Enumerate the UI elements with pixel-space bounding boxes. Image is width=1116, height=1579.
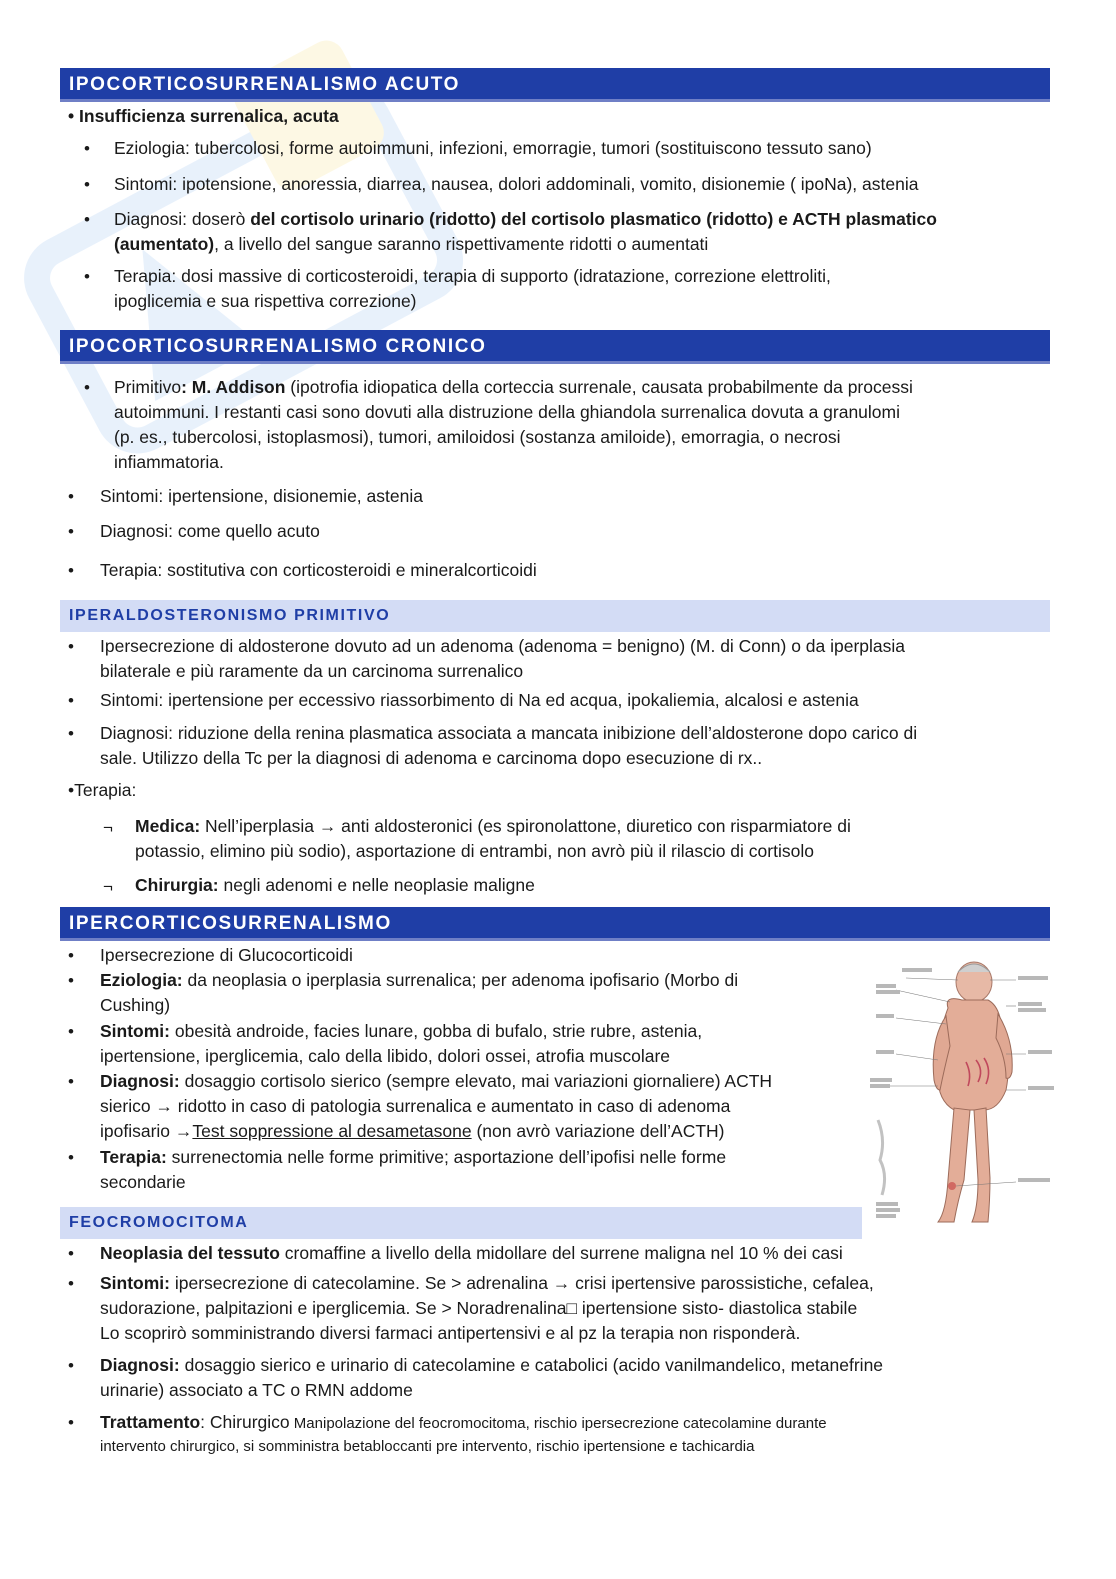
bullet: • xyxy=(68,1022,74,1041)
bullet: • xyxy=(84,210,90,229)
medica-line1 xyxy=(135,814,851,839)
cronico-sintomi: Sintomi: ipertensione, disionemie, astenia xyxy=(100,486,423,506)
section-header-ipercorticosurrenalismo: IPERCORTICOSURRENALISMO xyxy=(60,907,1050,941)
bullet: • xyxy=(68,971,74,990)
feo-sintomi-2: sudorazione, palpitazioni e iperglicemia. Se > Noradrenalina□ ipertensione sisto- diastolica stabile xyxy=(100,1298,858,1318)
bullet: • xyxy=(68,1148,74,1167)
iperc-line1: Ipersecrezione di Glucocorticoidi xyxy=(100,945,353,965)
terapia-line2: ipoglicemia e sua rispettiva correzione) xyxy=(114,291,417,311)
chirurgia-line xyxy=(135,873,535,898)
iperc-sintomi-2: ipertensione, iperglicemia, calo della libido, dolori ossei, atrofia muscolare xyxy=(100,1046,671,1066)
feo-sintomi-1 xyxy=(100,1271,874,1296)
bullet: • xyxy=(84,139,90,158)
iperc-sintomi-1 xyxy=(100,1019,702,1044)
section-header-feocromocitoma: FEOCROMOCITOMA xyxy=(60,1207,862,1239)
diagnosi-suffix: , a livello del sangue saranno rispettivamente ridotti o aumentati xyxy=(214,234,709,254)
primitivo-label: Primitivo xyxy=(114,377,182,397)
iperc-eziologia-2: Cushing) xyxy=(100,995,171,1015)
diagnosi-text: dosaggio cortisolo sierico (sempre elevato, mai variazioni giornaliere) ACTH xyxy=(179,1071,773,1091)
iperaldo-terapia xyxy=(68,778,136,803)
arrow-bullet: ¬ xyxy=(103,818,113,837)
bullet: • xyxy=(68,487,74,506)
neoplasia-text: cromaffine a livello della midollare del surrene maligna nel 10 % dei casi xyxy=(279,1243,843,1263)
feo-trattamento-1 xyxy=(100,1410,827,1436)
acute-title-text: Insufficienza surrenalica, acuta xyxy=(79,106,339,126)
section-header-cronico: IPOCORTICOSURRENALISMO CRONICO xyxy=(60,330,1050,364)
terapia-line1: Terapia: dosi massive di corticosteroidi, terapia di supporto (idratazione, correzione elettroliti, xyxy=(114,266,831,286)
medica-label: Medica: xyxy=(135,816,201,836)
terapia-label: Terapia: xyxy=(100,1147,167,1167)
diagnosi-bold2: (aumentato) xyxy=(114,234,215,254)
diagnosi-bold: del cortisolo urinario (ridotto) del cortisolo plasmatico (ridotto) e ACTH plasmatico xyxy=(250,209,937,229)
eziologia-text: Eziologia: tubercolosi, forme autoimmuni, infezioni, emorragie, tumori (sostituiscono tessuto sano) xyxy=(114,138,872,158)
chirurgia-label: Chirurgia: xyxy=(135,875,219,895)
sintomi-label: Sintomi: xyxy=(100,1021,170,1041)
bullet: • xyxy=(68,1244,74,1263)
diagnosi-label: Diagnosi: xyxy=(100,1355,180,1375)
feo-trattamento-2: intervento chirurgico, si somministra betabloccanti pre intervento, rischio ipertensione e tachicardia xyxy=(100,1438,755,1455)
iperc-terapia-2: secondarie xyxy=(100,1172,186,1192)
iperc-eziologia-1 xyxy=(100,968,738,993)
eziologia-text: da neoplasia o iperplasia surrenalica; per adenoma ipofisario (Morbo di xyxy=(182,970,739,990)
iperaldo-sintomi: Sintomi: ipertensione per eccessivo riassorbimento di Na ed acqua, ipokaliemia, alcalosi e astenia xyxy=(100,690,859,710)
bullet: • xyxy=(68,637,74,656)
bullet: • xyxy=(68,522,74,541)
arrow-bullet: ¬ xyxy=(103,877,113,896)
bullet: • xyxy=(68,1274,74,1293)
iperc-diagnosi-1 xyxy=(100,1069,772,1094)
terapia-label: Terapia: xyxy=(74,780,137,800)
sintomi-label: Sintomi: xyxy=(100,1273,170,1293)
feo-diagnosi-2: urinarie) associato a TC o RMN addome xyxy=(100,1380,413,1400)
feo-diagnosi-1 xyxy=(100,1353,883,1378)
desametasone-test-link[interactable]: Test soppressione al desametasone xyxy=(192,1121,472,1141)
eziologia-label: Eziologia: xyxy=(100,970,183,990)
primitivo-line3: (p. es., tubercolosi, istoplasmosi), tumori, amiloidosi (sostanza amiloide), emorragia, o necrosi xyxy=(114,427,841,447)
bullet: • xyxy=(68,780,75,800)
diagnosi-label: Diagnosi: xyxy=(100,1071,180,1091)
primitivo-line1 xyxy=(114,375,913,400)
bullet: • xyxy=(68,946,74,965)
bullet: • xyxy=(68,1356,74,1375)
bullet: • xyxy=(68,1072,74,1091)
trattamento-text: : Chirurgico xyxy=(200,1412,290,1432)
trattamento-label: Trattamento xyxy=(100,1412,201,1432)
bullet: • xyxy=(68,1413,74,1432)
iperaldo-line2: bilaterale e più raramente da un carcinoma surrenalico xyxy=(100,661,524,681)
bullet: • xyxy=(84,267,90,286)
iperaldo-line1: Ipersecrezione di aldosterone dovuto ad un adenoma (adenoma = benigno) (M. di Conn) o da iperplasia xyxy=(100,636,906,656)
iperaldo-diagnosi-2: sale. Utilizzo della Tc per la diagnosi di adenoma e carcinoma dopo esecuzione di rx.. xyxy=(100,748,763,768)
sintomi-text: ipersecrezione di catecolamine. Se > adrenalina → crisi ipertensive parossistiche, cefalea, xyxy=(170,1273,874,1293)
iperc-diagnosi-2: sierico → ridotto in caso di patologia surrenalica e aumentato in caso di adenoma xyxy=(100,1096,731,1116)
diagnosi-line1 xyxy=(114,207,937,232)
feo-neoplasia xyxy=(100,1241,843,1266)
cronico-diagnosi: Diagnosi: come quello acuto xyxy=(100,521,320,541)
iperc-terapia-1 xyxy=(100,1145,726,1170)
diagnosi-prefix: Diagnosi: doserò xyxy=(114,209,251,229)
diagnosi-prefix: ipofisario → xyxy=(100,1121,193,1141)
acute-title xyxy=(68,104,339,129)
feo-sintomi-3: Lo scoprirò somministrando diversi farmaci antipertensivi e al pz la terapia non risponderà. xyxy=(100,1323,801,1343)
iperc-diagnosi-3 xyxy=(100,1119,725,1144)
iperaldo-diagnosi-1: Diagnosi: riduzione della renina plasmatica associata a mancata inibizione dell’aldosterone dopo carico di xyxy=(100,723,918,743)
terapia-text: surrenectomia nelle forme primitive; asportazione dell’ipofisi nelle forme xyxy=(166,1147,727,1167)
bullet: • xyxy=(68,561,74,580)
diagnosi-text: dosaggio sierico e urinario di catecolamine e catabolici (acido vanilmandelico, metanefrine xyxy=(179,1355,884,1375)
cushing-figure-image xyxy=(866,950,1056,1235)
sintomi-text: Sintomi: ipotensione, anoressia, diarrea, nausea, dolori addominali, vomito, disionemie ( ipoNa), astenia xyxy=(114,174,919,194)
addison-bold: : M. Addison xyxy=(181,377,286,397)
trattamento-detail: Manipolazione del feocromocitoma, rischio ipersecrezione catecolamine durante xyxy=(289,1415,827,1432)
diagnosi-line2 xyxy=(114,232,708,257)
primitivo-line4: infiammatoria. xyxy=(114,452,224,472)
section-header-iperaldosteronismo: IPERALDOSTERONISMO PRIMITIVO xyxy=(60,600,1050,632)
sintomi-text: obesità androide, facies lunare, gobba di bufalo, strie rubre, astenia, xyxy=(170,1021,703,1041)
bullet: • xyxy=(84,378,90,397)
neoplasia-label: Neoplasia del tessuto xyxy=(100,1243,280,1263)
bullet: • xyxy=(68,691,74,710)
section-header-acuto: IPOCORTICOSURRENALISMO ACUTO xyxy=(60,68,1050,102)
bullet: • xyxy=(84,175,90,194)
bullet: • xyxy=(68,724,74,743)
primitivo-line2: autoimmuni. I restanti casi sono dovuti alla distruzione della ghiandola surrenalica dovuta a granulomi xyxy=(114,402,901,422)
primitivo-text: (ipotrofia idiopatica della corteccia surrenale, causata probabilmente da processi xyxy=(285,377,913,397)
diagnosi-suffix: (non avrò variazione dell’ACTH) xyxy=(471,1121,725,1141)
cronico-terapia: Terapia: sostitutiva con corticosteroidi e mineralcorticoidi xyxy=(100,560,537,580)
bullet: • xyxy=(68,106,75,126)
medica-line2: potassio, elimino più sodio), asportazione di entrambi, non avrò più il rilascio di cortisolo xyxy=(135,841,814,861)
medica-text: Nell’iperplasia → anti aldosteronici (es spironolattone, diuretico con risparmiatore di xyxy=(200,816,851,836)
chirurgia-text: negli adenomi e nelle neoplasie maligne xyxy=(218,875,535,895)
